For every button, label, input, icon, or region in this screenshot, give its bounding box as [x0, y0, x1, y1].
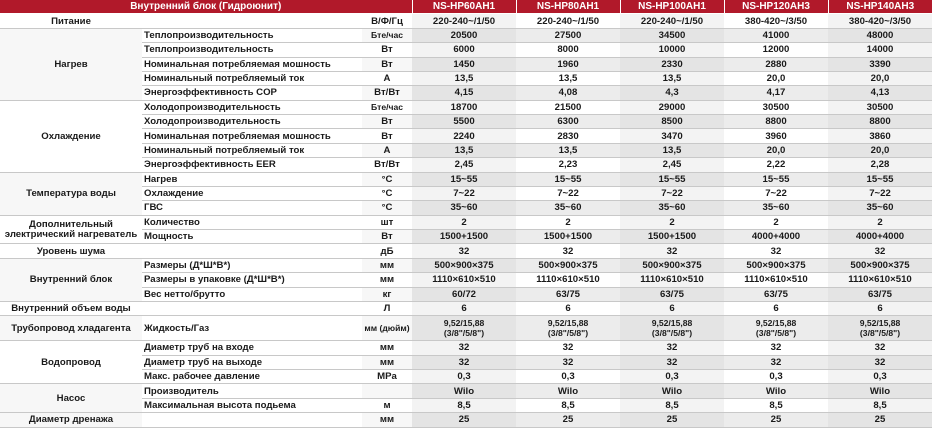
- value-cell: 18700: [412, 100, 516, 114]
- value-cell: 15~55: [412, 172, 516, 186]
- value-cell: 8800: [724, 115, 828, 129]
- unit-label: мм (дюйм): [362, 316, 412, 341]
- model-header: NS-HP80AH1: [516, 0, 620, 14]
- group-label: Внутренний блок: [0, 258, 142, 301]
- value-cell: 20,0: [724, 71, 828, 85]
- value-cell: 7~22: [724, 186, 828, 200]
- value-cell: 35~60: [828, 201, 932, 215]
- parameter-label: Номинальная потребляемая мошность: [142, 57, 362, 71]
- value-cell: 32: [620, 341, 724, 355]
- unit-label: °С: [362, 201, 412, 215]
- value-cell: 9,52/15,88 (3/8"/5/8"): [412, 316, 516, 341]
- value-cell: 32: [724, 341, 828, 355]
- value-cell: 27500: [516, 28, 620, 42]
- unit-label: мм: [362, 413, 412, 427]
- value-cell: 4,08: [516, 86, 620, 100]
- unit-label: А: [362, 143, 412, 157]
- value-cell: 220-240~/1/50: [620, 14, 724, 28]
- parameter-label: ГВС: [142, 201, 362, 215]
- value-cell: 2,45: [620, 158, 724, 172]
- value-cell: 15~55: [724, 172, 828, 186]
- parameter-label: Количество: [142, 215, 362, 229]
- value-cell: 8500: [620, 115, 724, 129]
- value-cell: Wilo: [412, 384, 516, 398]
- model-header: NS-HP100AH1: [620, 0, 724, 14]
- value-cell: 35~60: [620, 201, 724, 215]
- value-cell: 25: [412, 413, 516, 427]
- value-cell: 6: [412, 301, 516, 315]
- value-cell: 380-420~/3/50: [724, 14, 828, 28]
- value-cell: 8,5: [620, 398, 724, 412]
- table-row: [0, 100, 932, 114]
- parameter-label: Размеры в упаковке (Д*Ш*В*): [142, 273, 362, 287]
- value-cell: 32: [620, 355, 724, 369]
- group-label: Питание: [0, 14, 142, 28]
- value-cell: 32: [412, 355, 516, 369]
- unit-label: мм: [362, 258, 412, 272]
- value-cell: 25: [724, 413, 828, 427]
- value-cell: 20,0: [828, 71, 932, 85]
- unit-label: м: [362, 398, 412, 412]
- value-cell: 4,15: [412, 86, 516, 100]
- unit-label: мм: [362, 355, 412, 369]
- value-cell: 7~22: [828, 186, 932, 200]
- value-cell: 63/75: [620, 287, 724, 301]
- value-cell: 25: [620, 413, 724, 427]
- value-cell: 63/75: [828, 287, 932, 301]
- parameter-label: Холодопроизводительность: [142, 115, 362, 129]
- parameter-label: Теплопроизводительность: [142, 43, 362, 57]
- value-cell: 8000: [516, 43, 620, 57]
- value-cell: 41000: [724, 28, 828, 42]
- value-cell: 5500: [412, 115, 516, 129]
- value-cell: 60/72: [412, 287, 516, 301]
- value-cell: 6000: [412, 43, 516, 57]
- value-cell: 1500+1500: [620, 230, 724, 244]
- parameter-label: [142, 244, 362, 258]
- value-cell: 30500: [724, 100, 828, 114]
- value-cell: 32: [516, 355, 620, 369]
- model-header: NS-HP60AH1: [412, 0, 516, 14]
- table-body: [0, 14, 932, 427]
- value-cell: 2: [620, 215, 724, 229]
- value-cell: 2830: [516, 129, 620, 143]
- value-cell: 3960: [724, 129, 828, 143]
- unit-label: кг: [362, 287, 412, 301]
- value-cell: 1110×610×510: [620, 273, 724, 287]
- value-cell: 32: [828, 341, 932, 355]
- value-cell: 13,5: [620, 71, 724, 85]
- value-cell: 32: [412, 341, 516, 355]
- value-cell: 7~22: [620, 186, 724, 200]
- value-cell: 30500: [828, 100, 932, 114]
- parameter-label: Энергоэффективность EER: [142, 158, 362, 172]
- table-header-row: [0, 0, 932, 14]
- value-cell: 34500: [620, 28, 724, 42]
- value-cell: 12000: [724, 43, 828, 57]
- parameter-label: Производитель: [142, 384, 362, 398]
- table-row: [0, 28, 932, 42]
- value-cell: 1450: [412, 57, 516, 71]
- value-cell: 4,3: [620, 86, 724, 100]
- unit-label: Бте/час: [362, 100, 412, 114]
- unit-label: мм: [362, 341, 412, 355]
- group-label: Трубопровод хладагента: [0, 316, 142, 341]
- parameter-label: Номинальная потребляемая мошность: [142, 129, 362, 143]
- value-cell: 500×900×375: [516, 258, 620, 272]
- value-cell: 15~55: [828, 172, 932, 186]
- value-cell: 9,52/15,88 (3/8"/5/8"): [620, 316, 724, 341]
- value-cell: 6: [620, 301, 724, 315]
- unit-label: Вт/Вт: [362, 86, 412, 100]
- unit-label: Вт: [362, 57, 412, 71]
- value-cell: Wilo: [828, 384, 932, 398]
- value-cell: 8,5: [412, 398, 516, 412]
- value-cell: 220-240~/1/50: [516, 14, 620, 28]
- parameter-label: Нагрев: [142, 172, 362, 186]
- unit-label: шт: [362, 215, 412, 229]
- value-cell: 6: [724, 301, 828, 315]
- value-cell: 3390: [828, 57, 932, 71]
- value-cell: 13,5: [620, 143, 724, 157]
- unit-label: [362, 384, 412, 398]
- value-cell: 13,5: [412, 143, 516, 157]
- unit-label: Бте/час: [362, 28, 412, 42]
- parameter-label: Макс. рабочее давление: [142, 370, 362, 384]
- parameter-label: Теплопроизводительность: [142, 28, 362, 42]
- value-cell: 29000: [620, 100, 724, 114]
- group-label: Охлаждение: [0, 100, 142, 172]
- table-row: [0, 14, 932, 28]
- value-cell: 32: [828, 355, 932, 369]
- value-cell: 0,3: [724, 370, 828, 384]
- value-cell: 20500: [412, 28, 516, 42]
- value-cell: 0,3: [516, 370, 620, 384]
- table-row: [0, 258, 932, 272]
- value-cell: Wilo: [620, 384, 724, 398]
- parameter-label: Номинальный потребляемый ток: [142, 143, 362, 157]
- value-cell: 0,3: [828, 370, 932, 384]
- value-cell: 2: [724, 215, 828, 229]
- parameter-label: Номинальный потребляемый ток: [142, 71, 362, 85]
- parameter-label: Максимальная высота подьема: [142, 398, 362, 412]
- parameter-label: Вес нетто/брутто: [142, 287, 362, 301]
- value-cell: 1960: [516, 57, 620, 71]
- group-label: Внутренний объем воды: [0, 301, 142, 315]
- value-cell: 8800: [828, 115, 932, 129]
- group-label: Уровень шума: [0, 244, 142, 258]
- value-cell: 8,5: [516, 398, 620, 412]
- table-row: [0, 172, 932, 186]
- table-title: Внутренний блок (Гидроюнит): [0, 0, 412, 14]
- parameter-label: Холодопроизводительность: [142, 100, 362, 114]
- value-cell: 500×900×375: [412, 258, 516, 272]
- unit-label: Вт/Вт: [362, 158, 412, 172]
- value-cell: 32: [828, 244, 932, 258]
- value-cell: 10000: [620, 43, 724, 57]
- parameter-label: Энергоэффективность COP: [142, 86, 362, 100]
- value-cell: 6300: [516, 115, 620, 129]
- value-cell: 4000+4000: [828, 230, 932, 244]
- group-label: Температура воды: [0, 172, 142, 215]
- value-cell: 1110×610×510: [828, 273, 932, 287]
- value-cell: 13,5: [412, 71, 516, 85]
- value-cell: 63/75: [516, 287, 620, 301]
- group-label: Нагрев: [0, 28, 142, 100]
- value-cell: 9,52/15,88 (3/8"/5/8"): [828, 316, 932, 341]
- value-cell: 380-420~/3/50: [828, 14, 932, 28]
- value-cell: 25: [828, 413, 932, 427]
- value-cell: 2330: [620, 57, 724, 71]
- parameter-label: Диаметр труб на выходе: [142, 355, 362, 369]
- unit-label: Вт: [362, 43, 412, 57]
- value-cell: 13,5: [516, 71, 620, 85]
- value-cell: 9,52/15,88 (3/8"/5/8"): [516, 316, 620, 341]
- value-cell: 15~55: [620, 172, 724, 186]
- unit-label: °С: [362, 172, 412, 186]
- value-cell: 15~55: [516, 172, 620, 186]
- value-cell: 2,28: [828, 158, 932, 172]
- value-cell: 500×900×375: [828, 258, 932, 272]
- value-cell: 220-240~/1/50: [412, 14, 516, 28]
- value-cell: Wilo: [516, 384, 620, 398]
- parameter-label: Размеры (Д*Ш*В*): [142, 258, 362, 272]
- unit-label: °С: [362, 186, 412, 200]
- value-cell: 2,45: [412, 158, 516, 172]
- value-cell: 2880: [724, 57, 828, 71]
- value-cell: 1500+1500: [412, 230, 516, 244]
- table-row: [0, 301, 932, 315]
- value-cell: 32: [516, 244, 620, 258]
- table-row: [0, 341, 932, 355]
- table-row: [0, 413, 932, 427]
- value-cell: 3470: [620, 129, 724, 143]
- table-row: [0, 316, 932, 341]
- value-cell: 13,5: [516, 143, 620, 157]
- value-cell: 2240: [412, 129, 516, 143]
- value-cell: 2: [828, 215, 932, 229]
- unit-label: мм: [362, 273, 412, 287]
- value-cell: 63/75: [724, 287, 828, 301]
- unit-label: Вт: [362, 115, 412, 129]
- unit-label: В/Ф/Гц: [362, 14, 412, 28]
- parameter-label: Диаметр труб на входе: [142, 341, 362, 355]
- value-cell: 8,5: [828, 398, 932, 412]
- value-cell: 6: [516, 301, 620, 315]
- parameter-label: [142, 14, 362, 28]
- table-row: [0, 384, 932, 398]
- unit-label: Вт: [362, 129, 412, 143]
- value-cell: 6: [828, 301, 932, 315]
- value-cell: 1110×610×510: [516, 273, 620, 287]
- value-cell: 20,0: [724, 143, 828, 157]
- value-cell: 4,13: [828, 86, 932, 100]
- value-cell: 35~60: [724, 201, 828, 215]
- value-cell: 35~60: [516, 201, 620, 215]
- unit-label: Л: [362, 301, 412, 315]
- value-cell: 32: [412, 244, 516, 258]
- group-label: Насос: [0, 384, 142, 413]
- group-label: Диаметр дренажа: [0, 413, 142, 427]
- parameter-label: [142, 301, 362, 315]
- value-cell: 0,3: [412, 370, 516, 384]
- table-row: [0, 244, 932, 258]
- value-cell: 2,22: [724, 158, 828, 172]
- parameter-label: [142, 413, 362, 427]
- value-cell: 4000+4000: [724, 230, 828, 244]
- value-cell: 4,17: [724, 86, 828, 100]
- parameter-label: Жидкость/Газ: [142, 316, 362, 341]
- value-cell: 21500: [516, 100, 620, 114]
- group-label: Водопровод: [0, 341, 142, 384]
- value-cell: 500×900×375: [620, 258, 724, 272]
- value-cell: 32: [620, 244, 724, 258]
- value-cell: 7~22: [516, 186, 620, 200]
- value-cell: 25: [516, 413, 620, 427]
- parameter-label: Охлаждение: [142, 186, 362, 200]
- value-cell: 48000: [828, 28, 932, 42]
- unit-label: А: [362, 71, 412, 85]
- value-cell: 8,5: [724, 398, 828, 412]
- value-cell: 2,23: [516, 158, 620, 172]
- unit-label: Вт: [362, 230, 412, 244]
- value-cell: 1500+1500: [516, 230, 620, 244]
- value-cell: 32: [724, 355, 828, 369]
- value-cell: 35~60: [412, 201, 516, 215]
- unit-label: MPa: [362, 370, 412, 384]
- value-cell: 14000: [828, 43, 932, 57]
- value-cell: 2: [516, 215, 620, 229]
- model-header: NS-HP140AH3: [828, 0, 932, 14]
- value-cell: 3860: [828, 129, 932, 143]
- value-cell: Wilo: [724, 384, 828, 398]
- value-cell: 1110×610×510: [724, 273, 828, 287]
- value-cell: 1110×610×510: [412, 273, 516, 287]
- unit-label: дБ: [362, 244, 412, 258]
- parameter-label: Мощность: [142, 230, 362, 244]
- value-cell: 32: [516, 341, 620, 355]
- value-cell: 7~22: [412, 186, 516, 200]
- model-header: NS-HP120AH3: [724, 0, 828, 14]
- value-cell: 500×900×375: [724, 258, 828, 272]
- value-cell: 2: [412, 215, 516, 229]
- table-row: [0, 215, 932, 229]
- value-cell: 0,3: [620, 370, 724, 384]
- value-cell: 32: [724, 244, 828, 258]
- group-label: Дополнительный электрический нагреватель: [0, 215, 142, 244]
- value-cell: 20,0: [828, 143, 932, 157]
- value-cell: 9,52/15,88 (3/8"/5/8"): [724, 316, 828, 341]
